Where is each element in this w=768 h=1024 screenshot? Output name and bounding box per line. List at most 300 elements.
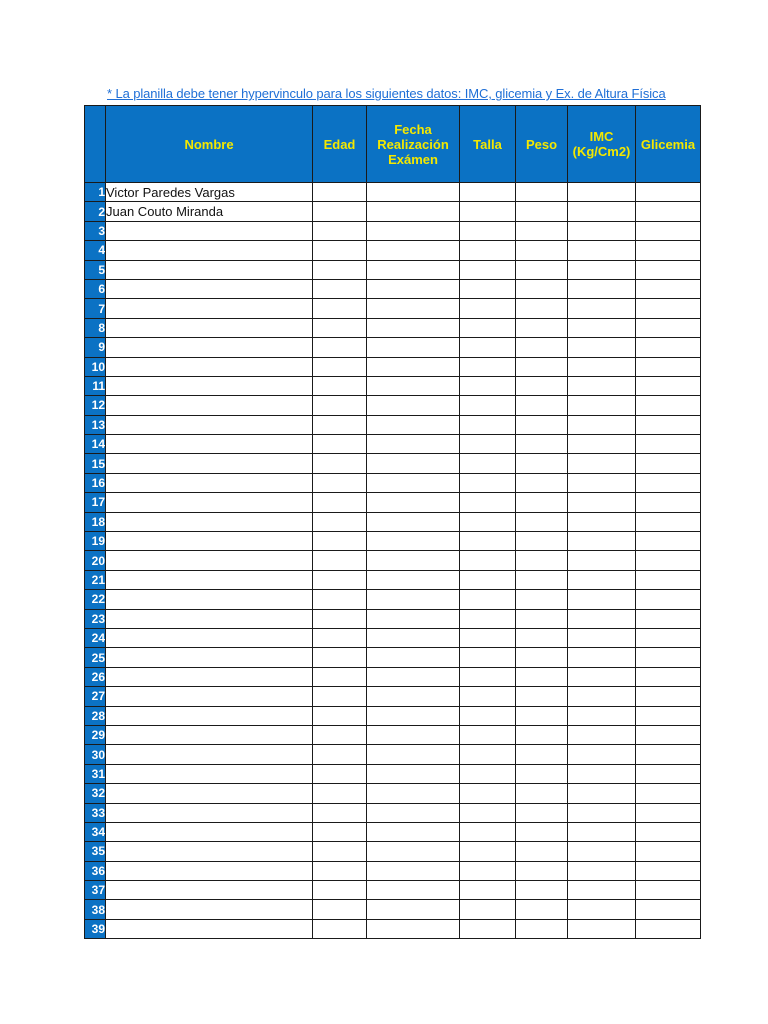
cell-edad[interactable] <box>313 803 367 822</box>
cell-glicemia[interactable] <box>636 532 701 551</box>
cell-edad[interactable] <box>313 183 367 202</box>
cell-nombre[interactable] <box>106 725 313 744</box>
cell-imc[interactable] <box>568 318 636 337</box>
cell-edad[interactable] <box>313 532 367 551</box>
cell-glicemia[interactable] <box>636 512 701 531</box>
cell-glicemia[interactable] <box>636 822 701 841</box>
cell-glicemia[interactable] <box>636 861 701 880</box>
cell-talla[interactable] <box>460 725 516 744</box>
cell-edad[interactable] <box>313 512 367 531</box>
cell-fecha[interactable] <box>367 183 460 202</box>
cell-glicemia[interactable] <box>636 609 701 628</box>
cell-fecha[interactable] <box>367 435 460 454</box>
cell-peso[interactable] <box>516 183 568 202</box>
cell-imc[interactable] <box>568 183 636 202</box>
cell-peso[interactable] <box>516 861 568 880</box>
cell-imc[interactable] <box>568 725 636 744</box>
cell-fecha[interactable] <box>367 706 460 725</box>
cell-talla[interactable] <box>460 415 516 434</box>
cell-glicemia[interactable] <box>636 648 701 667</box>
cell-peso[interactable] <box>516 842 568 861</box>
cell-talla[interactable] <box>460 376 516 395</box>
column-header-fecha[interactable]: Fecha Realización Exámen <box>367 106 460 183</box>
cell-fecha[interactable] <box>367 551 460 570</box>
cell-peso[interactable] <box>516 706 568 725</box>
cell-fecha[interactable] <box>367 842 460 861</box>
cell-imc[interactable] <box>568 900 636 919</box>
cell-glicemia[interactable] <box>636 784 701 803</box>
cell-glicemia[interactable] <box>636 667 701 686</box>
cell-fecha[interactable] <box>367 919 460 938</box>
cell-edad[interactable] <box>313 667 367 686</box>
cell-fecha[interactable] <box>367 473 460 492</box>
cell-imc[interactable] <box>568 842 636 861</box>
cell-talla[interactable] <box>460 532 516 551</box>
cell-glicemia[interactable] <box>636 376 701 395</box>
cell-peso[interactable] <box>516 435 568 454</box>
cell-imc[interactable] <box>568 396 636 415</box>
table-row <box>85 279 701 298</box>
cell-glicemia[interactable] <box>636 551 701 570</box>
cell-peso[interactable] <box>516 590 568 609</box>
cell-glicemia[interactable] <box>636 919 701 938</box>
cell-peso[interactable] <box>516 299 568 318</box>
cell-glicemia[interactable] <box>636 493 701 512</box>
cell-talla[interactable] <box>460 900 516 919</box>
cell-edad[interactable] <box>313 241 367 260</box>
cell-nombre[interactable] <box>106 919 313 938</box>
cell-fecha[interactable] <box>367 648 460 667</box>
cell-nombre[interactable] <box>106 532 313 551</box>
cell-glicemia[interactable] <box>636 260 701 279</box>
cell-edad[interactable] <box>313 900 367 919</box>
cell-talla[interactable] <box>460 551 516 570</box>
cell-peso[interactable] <box>516 648 568 667</box>
cell-nombre[interactable] <box>106 745 313 764</box>
cell-edad[interactable] <box>313 318 367 337</box>
cell-glicemia[interactable] <box>636 241 701 260</box>
cell-glicemia[interactable] <box>636 318 701 337</box>
cell-imc[interactable] <box>568 570 636 589</box>
cell-edad[interactable] <box>313 745 367 764</box>
cell-edad[interactable] <box>313 551 367 570</box>
cell-edad[interactable] <box>313 590 367 609</box>
cell-fecha[interactable] <box>367 241 460 260</box>
cell-imc[interactable] <box>568 532 636 551</box>
cell-talla[interactable] <box>460 183 516 202</box>
cell-fecha[interactable] <box>367 221 460 240</box>
cell-talla[interactable] <box>460 299 516 318</box>
cell-imc[interactable] <box>568 628 636 647</box>
cell-nombre[interactable] <box>106 822 313 841</box>
table-row <box>85 454 701 473</box>
cell-edad[interactable] <box>313 784 367 803</box>
cell-imc[interactable] <box>568 357 636 376</box>
cell-fecha[interactable] <box>367 803 460 822</box>
cell-talla[interactable] <box>460 822 516 841</box>
cell-glicemia[interactable] <box>636 396 701 415</box>
cell-peso[interactable] <box>516 822 568 841</box>
cell-edad[interactable] <box>313 706 367 725</box>
cell-glicemia[interactable] <box>636 202 701 221</box>
cell-imc[interactable] <box>568 648 636 667</box>
cell-glicemia[interactable] <box>636 299 701 318</box>
cell-nombre[interactable] <box>106 648 313 667</box>
cell-nombre[interactable] <box>106 493 313 512</box>
cell-talla[interactable] <box>460 764 516 783</box>
cell-edad[interactable] <box>313 473 367 492</box>
cell-imc[interactable] <box>568 376 636 395</box>
cell-glicemia[interactable] <box>636 473 701 492</box>
column-header-edad[interactable]: Edad <box>313 106 367 183</box>
table-row <box>85 299 701 318</box>
cell-talla[interactable] <box>460 493 516 512</box>
cell-peso[interactable] <box>516 357 568 376</box>
row-number: 17 <box>85 493 106 512</box>
cell-talla[interactable] <box>460 357 516 376</box>
cell-nombre[interactable] <box>106 551 313 570</box>
cell-talla[interactable] <box>460 338 516 357</box>
cell-fecha[interactable] <box>367 687 460 706</box>
cell-peso[interactable] <box>516 551 568 570</box>
cell-nombre[interactable] <box>106 376 313 395</box>
cell-glicemia[interactable] <box>636 900 701 919</box>
row-number: 22 <box>85 590 106 609</box>
cell-talla[interactable] <box>460 396 516 415</box>
cell-peso[interactable] <box>516 202 568 221</box>
cell-glicemia[interactable] <box>636 183 701 202</box>
cell-edad[interactable] <box>313 725 367 744</box>
cell-nombre[interactable] <box>106 318 313 337</box>
cell-peso[interactable] <box>516 609 568 628</box>
cell-peso[interactable] <box>516 396 568 415</box>
cell-fecha[interactable] <box>367 279 460 298</box>
cell-edad[interactable] <box>313 338 367 357</box>
cell-nombre[interactable] <box>106 570 313 589</box>
cell-edad[interactable] <box>313 221 367 240</box>
cell-glicemia[interactable] <box>636 706 701 725</box>
cell-edad[interactable] <box>313 628 367 647</box>
cell-glicemia[interactable] <box>636 842 701 861</box>
cell-glicemia[interactable] <box>636 279 701 298</box>
cell-nombre[interactable] <box>106 357 313 376</box>
cell-talla[interactable] <box>460 512 516 531</box>
cell-nombre[interactable] <box>106 473 313 492</box>
cell-talla[interactable] <box>460 648 516 667</box>
cell-imc[interactable] <box>568 551 636 570</box>
cell-fecha[interactable] <box>367 628 460 647</box>
cell-nombre[interactable] <box>106 299 313 318</box>
cell-glicemia[interactable] <box>636 628 701 647</box>
cell-talla[interactable] <box>460 590 516 609</box>
cell-fecha[interactable] <box>367 338 460 357</box>
table-row <box>85 784 701 803</box>
cell-talla[interactable] <box>460 435 516 454</box>
cell-nombre[interactable] <box>106 609 313 628</box>
cell-nombre[interactable] <box>106 279 313 298</box>
table-row <box>85 415 701 434</box>
cell-imc[interactable] <box>568 299 636 318</box>
cell-nombre[interactable] <box>106 260 313 279</box>
cell-fecha[interactable] <box>367 900 460 919</box>
cell-peso[interactable] <box>516 473 568 492</box>
cell-peso[interactable] <box>516 687 568 706</box>
cell-nombre[interactable] <box>106 454 313 473</box>
row-number: 34 <box>85 822 106 841</box>
cell-nombre[interactable] <box>106 628 313 647</box>
cell-edad[interactable] <box>313 279 367 298</box>
cell-talla[interactable] <box>460 784 516 803</box>
cell-edad[interactable] <box>313 376 367 395</box>
cell-imc[interactable] <box>568 822 636 841</box>
cell-peso[interactable] <box>516 628 568 647</box>
cell-talla[interactable] <box>460 881 516 900</box>
cell-nombre[interactable] <box>106 221 313 240</box>
cell-talla[interactable] <box>460 919 516 938</box>
cell-edad[interactable] <box>313 842 367 861</box>
cell-edad[interactable] <box>313 822 367 841</box>
row-number: 11 <box>85 376 106 395</box>
column-header-nombre[interactable]: Nombre <box>106 106 313 183</box>
cell-talla[interactable] <box>460 706 516 725</box>
cell-imc[interactable] <box>568 784 636 803</box>
cell-glicemia[interactable] <box>636 221 701 240</box>
cell-imc[interactable] <box>568 706 636 725</box>
row-number: 30 <box>85 745 106 764</box>
cell-talla[interactable] <box>460 279 516 298</box>
cell-imc[interactable] <box>568 919 636 938</box>
cell-imc[interactable] <box>568 667 636 686</box>
cell-imc[interactable] <box>568 473 636 492</box>
cell-peso[interactable] <box>516 512 568 531</box>
cell-peso[interactable] <box>516 376 568 395</box>
cell-fecha[interactable] <box>367 609 460 628</box>
cell-nombre[interactable] <box>106 415 313 434</box>
hyperlink-note[interactable]: * La planilla debe tener hypervinculo para los siguientes datos: IMC, glicemia y Ex. de Altura Física <box>107 86 666 101</box>
cell-edad[interactable] <box>313 861 367 880</box>
cell-fecha[interactable] <box>367 745 460 764</box>
cell-talla[interactable] <box>460 667 516 686</box>
cell-peso[interactable] <box>516 667 568 686</box>
cell-nombre[interactable] <box>106 706 313 725</box>
cell-peso[interactable] <box>516 764 568 783</box>
cell-nombre[interactable] <box>106 842 313 861</box>
cell-fecha[interactable] <box>367 512 460 531</box>
cell-edad[interactable] <box>313 919 367 938</box>
cell-glicemia[interactable] <box>636 590 701 609</box>
cell-peso[interactable] <box>516 221 568 240</box>
cell-glicemia[interactable] <box>636 454 701 473</box>
cell-fecha[interactable] <box>367 493 460 512</box>
cell-fecha[interactable] <box>367 202 460 221</box>
cell-fecha[interactable] <box>367 454 460 473</box>
cell-fecha[interactable] <box>367 357 460 376</box>
cell-talla[interactable] <box>460 570 516 589</box>
cell-glicemia[interactable] <box>636 687 701 706</box>
cell-glicemia[interactable] <box>636 415 701 434</box>
cell-talla[interactable] <box>460 202 516 221</box>
cell-edad[interactable] <box>313 396 367 415</box>
cell-edad[interactable] <box>313 881 367 900</box>
cell-talla[interactable] <box>460 803 516 822</box>
cell-peso[interactable] <box>516 803 568 822</box>
table-row <box>85 241 701 260</box>
row-number: 6 <box>85 279 106 298</box>
cell-nombre[interactable] <box>106 784 313 803</box>
cell-fecha[interactable] <box>367 396 460 415</box>
cell-fecha[interactable] <box>367 881 460 900</box>
cell-peso[interactable] <box>516 279 568 298</box>
cell-edad[interactable] <box>313 260 367 279</box>
cell-glicemia[interactable] <box>636 435 701 454</box>
cell-peso[interactable] <box>516 725 568 744</box>
column-header-talla[interactable]: Talla <box>460 106 516 183</box>
cell-peso[interactable] <box>516 493 568 512</box>
cell-nombre[interactable] <box>106 512 313 531</box>
cell-imc[interactable] <box>568 861 636 880</box>
column-header-glicemia[interactable]: Glicemia <box>636 106 701 183</box>
row-number: 24 <box>85 628 106 647</box>
cell-imc[interactable] <box>568 279 636 298</box>
cell-talla[interactable] <box>460 260 516 279</box>
cell-talla[interactable] <box>460 687 516 706</box>
cell-fecha[interactable] <box>367 784 460 803</box>
cell-peso[interactable] <box>516 241 568 260</box>
cell-imc[interactable] <box>568 241 636 260</box>
cell-peso[interactable] <box>516 454 568 473</box>
cell-edad[interactable] <box>313 435 367 454</box>
cell-fecha[interactable] <box>367 861 460 880</box>
cell-edad[interactable] <box>313 687 367 706</box>
column-header-peso[interactable]: Peso <box>516 106 568 183</box>
cell-peso[interactable] <box>516 745 568 764</box>
cell-nombre[interactable] <box>106 900 313 919</box>
cell-nombre[interactable] <box>106 338 313 357</box>
cell-edad[interactable] <box>313 299 367 318</box>
cell-edad[interactable] <box>313 609 367 628</box>
cell-talla[interactable] <box>460 861 516 880</box>
cell-imc[interactable] <box>568 512 636 531</box>
cell-nombre[interactable] <box>106 764 313 783</box>
cell-edad[interactable] <box>313 764 367 783</box>
table-row <box>85 493 701 512</box>
cell-glicemia[interactable] <box>636 803 701 822</box>
cell-imc[interactable] <box>568 881 636 900</box>
cell-fecha[interactable] <box>367 299 460 318</box>
cell-peso[interactable] <box>516 881 568 900</box>
cell-talla[interactable] <box>460 241 516 260</box>
cell-edad[interactable] <box>313 357 367 376</box>
cell-nombre[interactable] <box>106 861 313 880</box>
cell-edad[interactable] <box>313 493 367 512</box>
cell-nombre[interactable] <box>106 667 313 686</box>
cell-imc[interactable] <box>568 609 636 628</box>
cell-glicemia[interactable] <box>636 357 701 376</box>
cell-peso[interactable] <box>516 570 568 589</box>
cell-nombre[interactable] <box>106 590 313 609</box>
cell-peso[interactable] <box>516 415 568 434</box>
cell-imc[interactable] <box>568 803 636 822</box>
cell-nombre[interactable]: Victor Paredes Vargas <box>106 183 313 202</box>
cell-edad[interactable] <box>313 415 367 434</box>
cell-talla[interactable] <box>460 842 516 861</box>
cell-fecha[interactable] <box>367 822 460 841</box>
row-number: 25 <box>85 648 106 667</box>
cell-imc[interactable] <box>568 415 636 434</box>
cell-talla[interactable] <box>460 221 516 240</box>
cell-imc[interactable] <box>568 745 636 764</box>
cell-edad[interactable] <box>313 202 367 221</box>
cell-talla[interactable] <box>460 609 516 628</box>
cell-nombre[interactable] <box>106 803 313 822</box>
cell-imc[interactable] <box>568 435 636 454</box>
cell-peso[interactable] <box>516 318 568 337</box>
cell-imc[interactable] <box>568 764 636 783</box>
cell-nombre[interactable] <box>106 241 313 260</box>
cell-edad[interactable] <box>313 570 367 589</box>
cell-imc[interactable] <box>568 454 636 473</box>
table-row <box>85 648 701 667</box>
cell-talla[interactable] <box>460 628 516 647</box>
cell-peso[interactable] <box>516 532 568 551</box>
row-number: 7 <box>85 299 106 318</box>
cell-edad[interactable] <box>313 454 367 473</box>
cell-fecha[interactable] <box>367 376 460 395</box>
column-header-imc[interactable]: IMC (Kg/Cm2) <box>568 106 636 183</box>
table-row <box>85 473 701 492</box>
cell-imc[interactable] <box>568 202 636 221</box>
cell-glicemia[interactable] <box>636 725 701 744</box>
cell-talla[interactable] <box>460 318 516 337</box>
cell-imc[interactable] <box>568 590 636 609</box>
cell-nombre[interactable] <box>106 687 313 706</box>
cell-nombre[interactable] <box>106 881 313 900</box>
cell-fecha[interactable] <box>367 667 460 686</box>
cell-fecha[interactable] <box>367 415 460 434</box>
cell-imc[interactable] <box>568 687 636 706</box>
cell-imc[interactable] <box>568 221 636 240</box>
table-row <box>85 900 701 919</box>
cell-fecha[interactable] <box>367 570 460 589</box>
cell-glicemia[interactable] <box>636 764 701 783</box>
cell-glicemia[interactable] <box>636 881 701 900</box>
cell-imc[interactable] <box>568 493 636 512</box>
cell-fecha[interactable] <box>367 260 460 279</box>
cell-glicemia[interactable] <box>636 570 701 589</box>
cell-nombre[interactable] <box>106 396 313 415</box>
cell-fecha[interactable] <box>367 318 460 337</box>
cell-fecha[interactable] <box>367 590 460 609</box>
cell-glicemia[interactable] <box>636 745 701 764</box>
cell-imc[interactable] <box>568 260 636 279</box>
cell-talla[interactable] <box>460 745 516 764</box>
cell-edad[interactable] <box>313 648 367 667</box>
cell-peso[interactable] <box>516 338 568 357</box>
cell-fecha[interactable] <box>367 764 460 783</box>
cell-fecha[interactable] <box>367 725 460 744</box>
cell-imc[interactable] <box>568 338 636 357</box>
cell-peso[interactable] <box>516 260 568 279</box>
cell-glicemia[interactable] <box>636 338 701 357</box>
cell-fecha[interactable] <box>367 532 460 551</box>
cell-nombre[interactable]: Juan Couto Miranda <box>106 202 313 221</box>
cell-talla[interactable] <box>460 473 516 492</box>
cell-peso[interactable] <box>516 919 568 938</box>
cell-talla[interactable] <box>460 454 516 473</box>
cell-peso[interactable] <box>516 900 568 919</box>
cell-nombre[interactable] <box>106 435 313 454</box>
cell-peso[interactable] <box>516 784 568 803</box>
